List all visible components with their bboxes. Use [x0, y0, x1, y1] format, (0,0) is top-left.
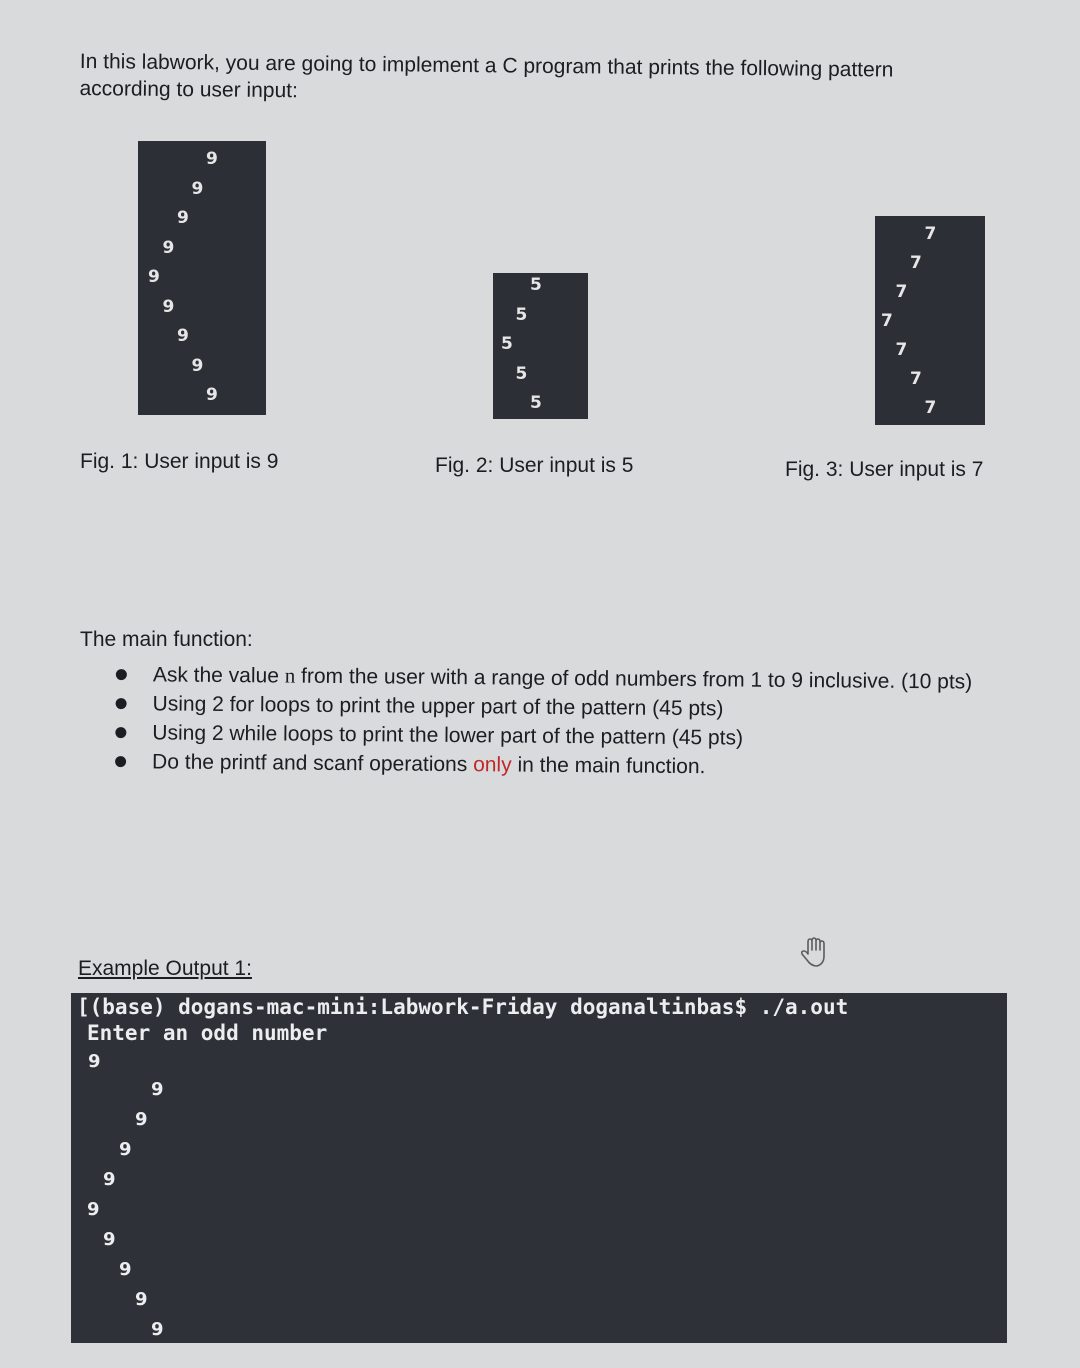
figure-caption-text: User input is 5: [493, 454, 634, 477]
figure-caption-text: User input is 7: [843, 458, 984, 481]
terminal-pattern-digit: 9: [87, 1199, 100, 1220]
figure-label: Fig. 1:: [80, 450, 139, 473]
highlight-only: only: [473, 753, 512, 777]
terminal-output: [71, 993, 1007, 1343]
pattern-digit: 7: [895, 340, 908, 360]
terminal-ask-line: Enter an odd number: [87, 1021, 328, 1045]
figure-2-caption: [435, 453, 633, 479]
pattern-digit: 7: [910, 369, 922, 389]
main-function-heading: The main function:: [80, 628, 253, 651]
requirements-list: [109, 660, 1010, 784]
requirement-item: Do the printf and scanf operations only in the main function.: [109, 747, 1009, 784]
figure-caption-text: User input is 9: [138, 450, 279, 473]
figure-2-pattern: [493, 273, 588, 419]
pattern-digit: 9: [177, 326, 189, 346]
pattern-digit: 5: [515, 304, 528, 325]
pattern-digit: 9: [206, 149, 218, 169]
pattern-digit: 7: [881, 311, 893, 331]
pattern-digit: 7: [895, 282, 908, 302]
pattern-digit: 9: [162, 296, 175, 317]
terminal-pattern-digit: 9: [135, 1289, 148, 1310]
terminal-pattern-digit: 9: [151, 1079, 164, 1100]
terminal-pattern-digit: 9: [119, 1139, 132, 1160]
terminal-input-value: 9: [88, 1051, 101, 1072]
terminal-pattern-digit: 9: [119, 1259, 132, 1280]
terminal-pattern-digit: 9: [103, 1229, 116, 1250]
intro-paragraph: In this labwork, you are going to implement a C program that prints the following pattern according to user input:: [79, 49, 894, 103]
pattern-digit: 5: [501, 334, 513, 354]
pattern-digit: 9: [162, 237, 175, 258]
pattern-digit: 9: [191, 355, 204, 376]
requirement-item: Using 2 while loops to print the lower part of the pattern (45 pts): [109, 718, 1009, 755]
figure-1-pattern: [138, 141, 266, 415]
pattern-digit: 5: [530, 275, 542, 295]
terminal-pattern-digit: 9: [103, 1169, 116, 1190]
figure-label: Fig. 3:: [785, 458, 844, 481]
pattern-digit: 9: [177, 208, 189, 228]
terminal-pattern-digit: 9: [151, 1319, 164, 1340]
requirement-item: Ask the value n from the user with a range of odd numbers from 1 to 9 inclusive. (10 pts): [110, 660, 1010, 697]
pattern-digit: 7: [924, 398, 937, 418]
pattern-digit: 9: [206, 385, 218, 405]
pattern-digit: 9: [191, 178, 204, 199]
figure-3-pattern: [875, 216, 985, 425]
terminal-prompt-line: [(base) dogans-mac-mini:Labwork-Friday doganaltinbas$ ./a.out: [77, 995, 849, 1019]
variable-n: n: [284, 663, 296, 688]
pattern-digit: 5: [530, 393, 542, 413]
figure-3-caption: [785, 457, 983, 483]
pattern-digit: 7: [924, 224, 937, 244]
hand-cursor-icon: [796, 932, 836, 972]
figure-1-caption: [80, 449, 278, 475]
example-output-title: Example Output 1:: [78, 957, 252, 980]
pattern-digit: 9: [148, 267, 160, 287]
pattern-digit: 7: [910, 253, 922, 273]
requirement-item: Using 2 for loops to print the upper part of the pattern (45 pts): [109, 689, 1009, 726]
pattern-digit: 5: [515, 363, 528, 384]
figure-label: Fig. 2:: [435, 454, 494, 477]
terminal-pattern-digit: 9: [135, 1109, 148, 1130]
